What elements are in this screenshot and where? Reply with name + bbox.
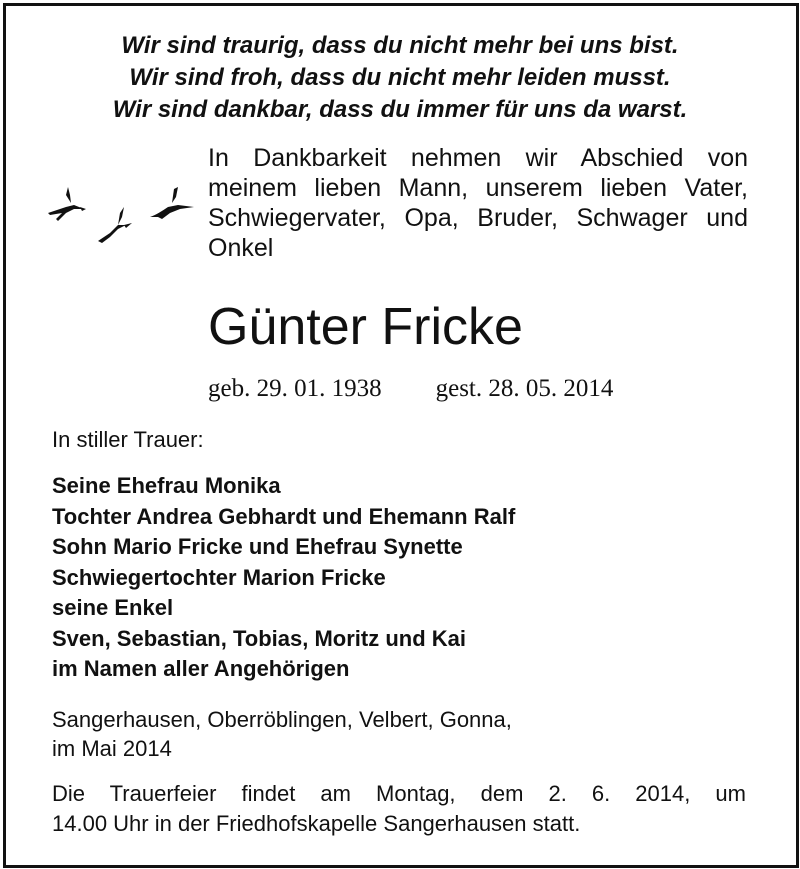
place-line: Sangerhausen, Oberröblingen, Velbert, Gonna, <box>52 707 512 732</box>
intro-line: In Dankbarkeit nehmen wir Abschied von <box>208 144 748 172</box>
mourner-line: Tochter Andrea Gebhardt und Ehemann Ralf <box>52 503 516 529</box>
mourner-line: seine Enkel <box>52 595 174 620</box>
mourner-line: Schwiegertochter Marion Fricke <box>52 564 386 590</box>
mourner-line: Seine Ehefrau Monika <box>52 473 281 498</box>
deceased-name: Günter Fricke <box>208 298 523 356</box>
funeral-service-info <box>52 779 746 839</box>
service-line: Die Trauerfeier findet am Montag, dem 2. 6. 2014, um <box>52 781 746 806</box>
motto-line: Wir sind dankbar, dass du immer für uns da warst. <box>112 96 688 123</box>
place-and-date <box>52 705 512 763</box>
motto-verse <box>0 30 800 126</box>
life-dates <box>208 373 613 405</box>
intro-text <box>208 143 748 263</box>
motto-line: Wir sind froh, dass du nicht mehr leiden musst. <box>129 64 671 91</box>
birth-date: geb. 29. 01. 1938 <box>208 375 382 402</box>
mourner-line: Sven, Sebastian, Tobias, Moritz und Kai <box>52 625 466 651</box>
death-date: gest. 28. 05. 2014 <box>435 375 614 402</box>
service-line: 14.00 Uhr in der Friedhofskapelle Sangerhausen statt. <box>52 811 581 836</box>
flying-birds-icon <box>44 185 204 247</box>
mourner-line: im Namen aller Angehörigen <box>52 656 350 681</box>
mourning-label: In stiller Trauer: <box>52 427 204 452</box>
place-line: im Mai 2014 <box>52 736 172 761</box>
mourner-line: Sohn Mario Fricke und Ehefrau Synette <box>52 534 463 559</box>
intro-line: Schwiegervater, Opa, Bruder, Schwager und <box>208 204 748 232</box>
intro-line: meinem lieben Mann, unserem lieben Vater, <box>208 174 748 202</box>
mourners-list <box>52 471 515 685</box>
motto-line: Wir sind traurig, dass du nicht mehr bei uns bist. <box>121 32 679 59</box>
intro-line: Onkel <box>208 234 274 262</box>
